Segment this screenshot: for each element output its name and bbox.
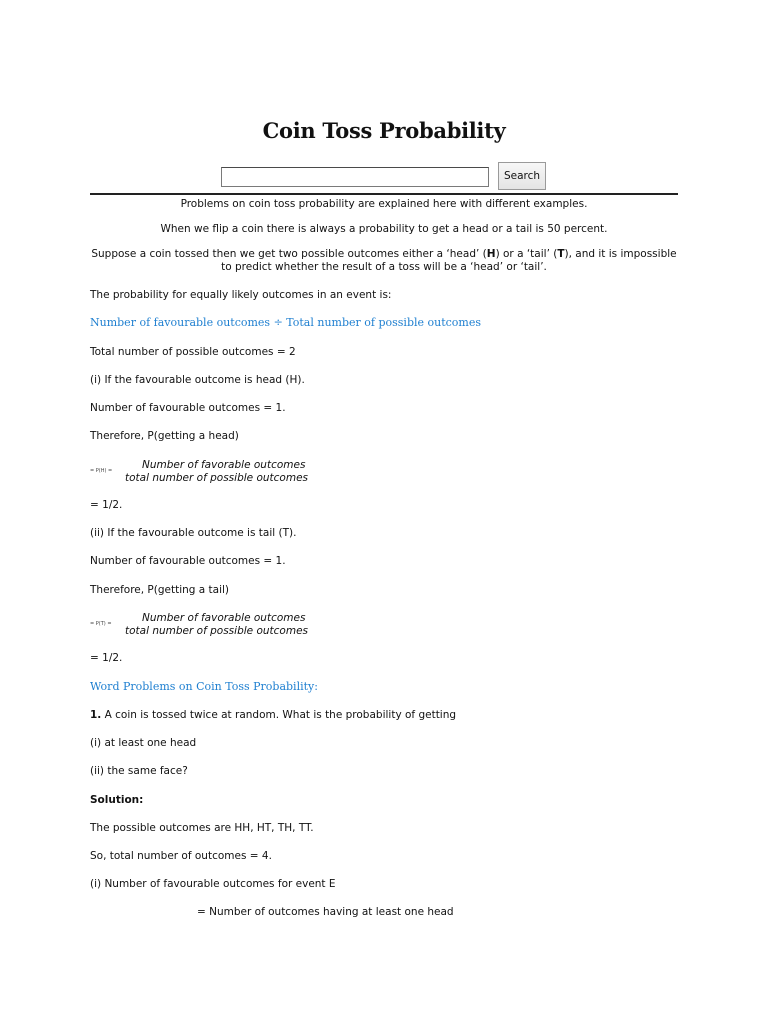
paragraph: = 1/2. [90, 652, 123, 664]
paragraph: = Number of outcomes having at least one head [197, 906, 454, 918]
paragraph: (i) If the favourable outcome is head (H). [90, 374, 305, 386]
fraction-numerator: Number of favorable outcomes [142, 612, 306, 624]
paragraph: The probability for equally likely outcomes in an event is: [90, 289, 392, 301]
search-input[interactable] [221, 167, 489, 187]
intro-line-2: When we flip a coin there is always a probability to get a head or a tail is 50 percent. [160, 223, 608, 235]
intro-line-1: Problems on coin toss probability are explained here with different examples. [180, 198, 588, 210]
paragraph: Number of favourable outcomes = 1. [90, 555, 286, 567]
solution-heading: Solution: [90, 794, 144, 806]
search-bar [90, 161, 678, 191]
fraction-numerator: Number of favorable outcomes [142, 459, 306, 471]
question-1: 1. A coin is tossed twice at random. What is the probability of getting [90, 709, 457, 721]
paragraph: Therefore, P(getting a head) [90, 430, 239, 442]
intro-line-3: Suppose a coin tossed then we get two possible outcomes either a ‘head’ (H) or a ‘tail’ (T), and it is impossible to predict whether the result of a toss will be a ‘head’ or ‘tail’. [91, 248, 677, 273]
paragraph: Total number of possible outcomes = 2 [90, 346, 296, 358]
search-button[interactable]: Search [498, 162, 546, 190]
page-title: Coin Toss Probability [262, 118, 506, 143]
paragraph: Therefore, P(getting a tail) [90, 584, 230, 596]
paragraph: The possible outcomes are HH, HT, TH, TT. [90, 822, 314, 834]
fraction-tail [90, 612, 350, 642]
paragraph: (ii) the same face? [90, 765, 188, 777]
paragraph: (i) at least one head [90, 737, 197, 749]
fraction-label: = P(H) = [90, 468, 113, 474]
formula-text: Number of favourable outcomes ÷ Total number of possible outcomes [90, 316, 482, 329]
paragraph: So, total number of outcomes = 4. [90, 850, 272, 862]
fraction-label: = P(T) = [90, 621, 112, 627]
paragraph: (i) Number of favourable outcomes for event E [90, 878, 336, 890]
fraction-head [90, 459, 350, 489]
paragraph: Number of favourable outcomes = 1. [90, 402, 286, 414]
fraction-denominator: total number of possible outcomes [125, 472, 309, 484]
paragraph: (ii) If the favourable outcome is tail (T). [90, 527, 297, 539]
paragraph: = 1/2. [90, 499, 123, 511]
divider [90, 193, 678, 195]
section-heading: Word Problems on Coin Toss Probability: [90, 680, 318, 693]
fraction-denominator: total number of possible outcomes [125, 625, 309, 637]
